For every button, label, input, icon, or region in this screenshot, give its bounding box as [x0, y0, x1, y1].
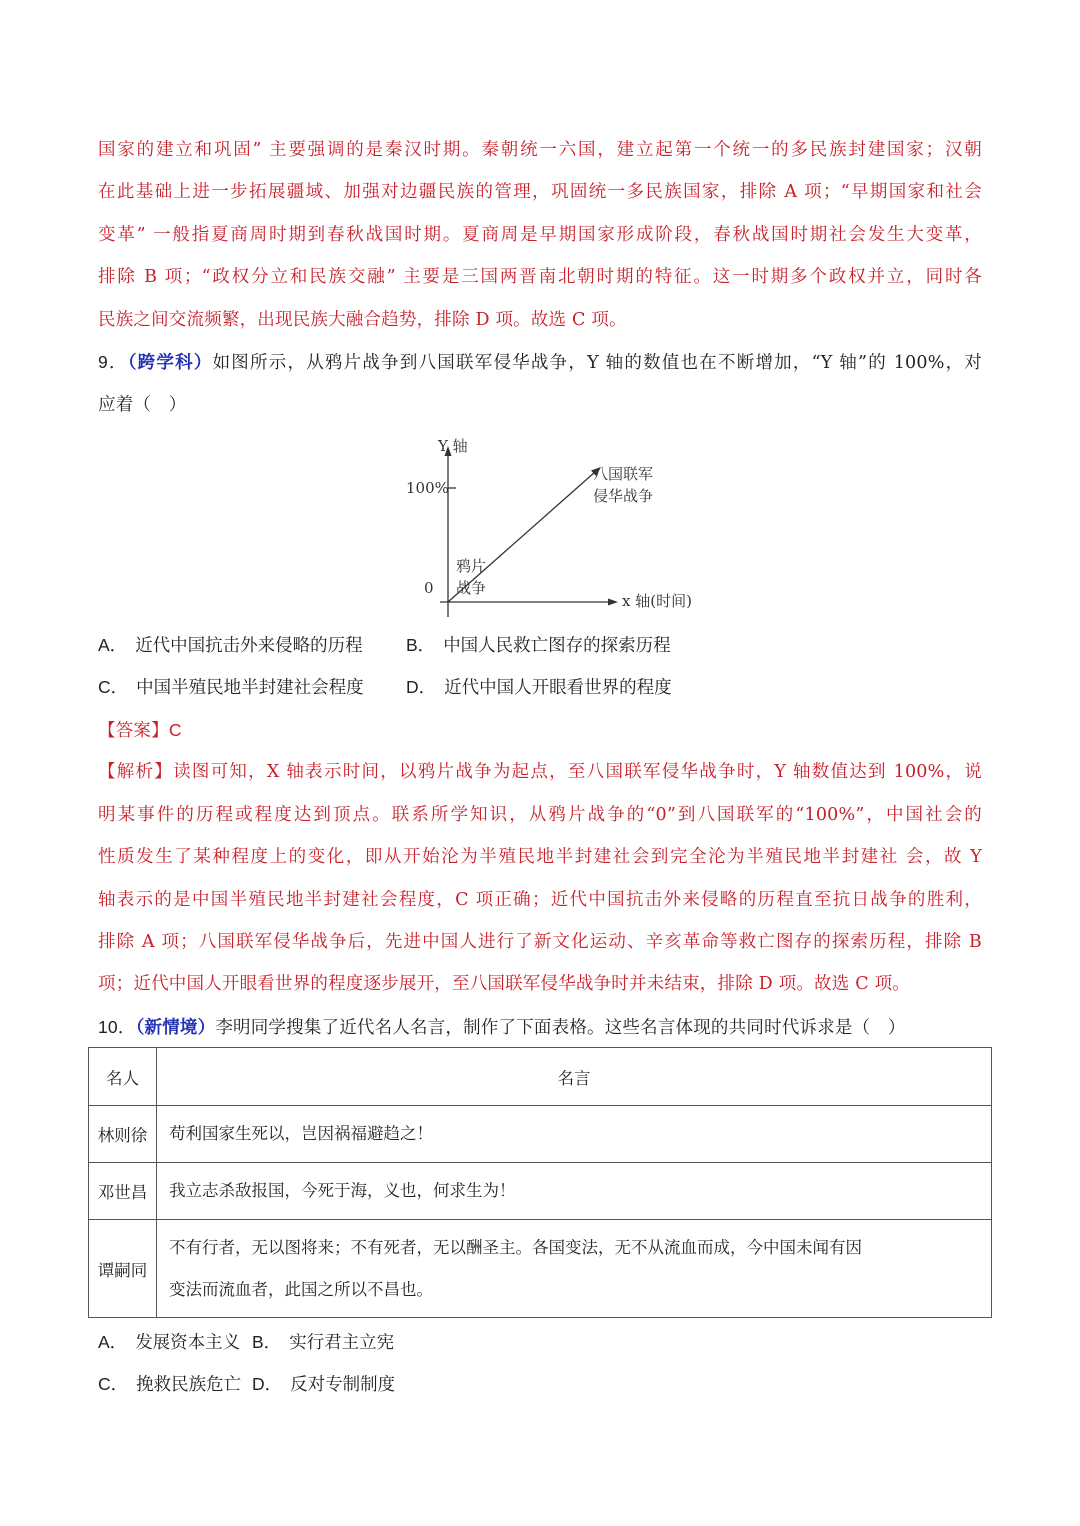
end-label-line-2: 侵华战争: [593, 487, 654, 505]
q8-analysis-line-5: 民族之间交流频繁，出现民族大融合趋势，排除 D 项。故选 C 项。: [98, 310, 627, 330]
analysis-label: 【解析】: [98, 762, 174, 782]
q9-analysis-line-5: 排除 A 项；八国联军侵华战争后，先进中国人进行了新文化运动、辛亥革命等救亡图存的探索历程，排除 B: [98, 932, 982, 952]
table-row: [89, 1220, 992, 1318]
person-name: 邓世昌: [89, 1163, 157, 1220]
header-name: 名人: [89, 1048, 157, 1106]
q8-analysis-line-4: 排除 B 项；“政权分立和民族交融” 主要是三国两晋南北朝时期的特征。这一时期多个政权并立，同时各: [98, 267, 982, 287]
person-name: 谭嗣同: [89, 1220, 157, 1318]
q9-option-b: B． 中国人民救亡图存的探索历程: [406, 635, 671, 656]
q8-analysis-line-3: 变革” 一般指夏商周时期到春秋战国时期。夏商周是早期国家形成阶段，春秋战国时期社会发生大变革，: [98, 225, 982, 245]
q9-option-d: D． 近代中国人开眼看世界的程度: [406, 677, 672, 698]
q9-analysis-line-1: 【解析】读图可知，X 轴表示时间，以鸦片战争为起点，至八国联军侵华战争时，Y 轴数值达到 100%，说: [98, 762, 982, 782]
q9-stem-line-1: [98, 350, 982, 375]
q10-option-b: B． 实行君主立宪: [252, 1332, 395, 1353]
q9-analysis-line-4: 轴表示的是中国半殖民地半封建社会程度，C 项正确；近代中国抗击外来侵略的历程直至抗日战争的胜利，: [98, 890, 982, 910]
q10-option-c: C． 挽救民族危亡: [98, 1374, 242, 1395]
q9-tag: （跨学科）: [127, 353, 213, 373]
q9-answer: [98, 718, 982, 743]
table-row: [89, 1106, 992, 1163]
q9-analysis-line-3: 性质发生了某种程度上的变化，即从开始沦为半殖民地半封建社会到完全沦为半殖民地半封建社 会，故 Y: [98, 847, 982, 867]
y-tick-0: 0: [424, 579, 434, 597]
q9-option-a: A． 近代中国抗击外来侵略的历程: [98, 635, 363, 656]
person-quote: 不有行者，无以图将来；不有死者，无以酬圣主。各国变法，无不从流血而成，今中国未闻有因 变法而流血者，此国之所以不昌也。: [157, 1220, 992, 1318]
header-quote: 名言: [157, 1048, 992, 1106]
start-label-line-1: 鸦片: [456, 557, 487, 575]
q9-number: 9．: [98, 352, 128, 372]
y-axis-label: Y 轴: [438, 437, 468, 455]
q10-tag: （新情境）: [135, 1018, 216, 1038]
q10-stem: [98, 1015, 982, 1040]
person-quote: 苟利国家生死以，岂因祸福避趋之！: [157, 1106, 992, 1163]
x-axis-label: x 轴(时间): [622, 592, 692, 610]
answer-label: 【答案】: [98, 721, 169, 741]
q10-option-d: D． 反对专制制度: [252, 1374, 396, 1395]
table-header-row: [89, 1048, 992, 1106]
q10-option-a: A． 发展资本主义: [98, 1332, 241, 1353]
person-name: 林则徐: [89, 1106, 157, 1163]
q9-analysis-line-6: 项；近代中国人开眼看世界的程度逐步展开，至八国联军侵华战争时并未结束，排除 D 项。故选 C 项。: [98, 974, 910, 994]
y-tick-100: 100%: [406, 479, 449, 497]
person-quote: 我立志杀敌报国，今死于海，义也，何求生为！: [157, 1163, 992, 1220]
quotes-table: [88, 1047, 992, 1318]
q9-analysis-line-2: 明某事件的历程或程度达到顶点。联系所学知识，从鸦片战争的“0”到八国联军的“100%”，中国社会的: [98, 805, 982, 825]
q10-stem-text: 李明同学搜集了近代名人名言，制作了下面表格。这些名言体现的共同时代诉求是（ ）: [215, 1018, 906, 1038]
table-row: [89, 1163, 992, 1220]
answer-value: C: [168, 720, 182, 740]
q8-analysis-line-2: 在此基础上进一步拓展疆域、加强对边疆民族的管理，巩固统一多民族国家，排除 A 项；“早期国家和社会: [98, 182, 982, 202]
q9-stem-line-2: 应着（ ）: [98, 395, 187, 415]
q10-number: 10．: [98, 1017, 136, 1037]
end-label-line-1: 八国联军: [593, 465, 654, 483]
q9-option-c: C． 中国半殖民地半封建社会程度: [98, 677, 364, 698]
q8-analysis-line-1: 国家的建立和巩固” 主要强调的是秦汉时期。秦朝统一六国，建立起第一个统一的多民族封建国家；汉朝: [98, 140, 982, 160]
start-label-line-2: 战争: [456, 579, 487, 597]
q9-figure-chart: [400, 432, 720, 622]
q9-stem-text: 如图所示，从鸦片战争到八国联军侵华战争，Y 轴的数值也在不断增加，“Y 轴”的 100%，对: [212, 353, 982, 373]
